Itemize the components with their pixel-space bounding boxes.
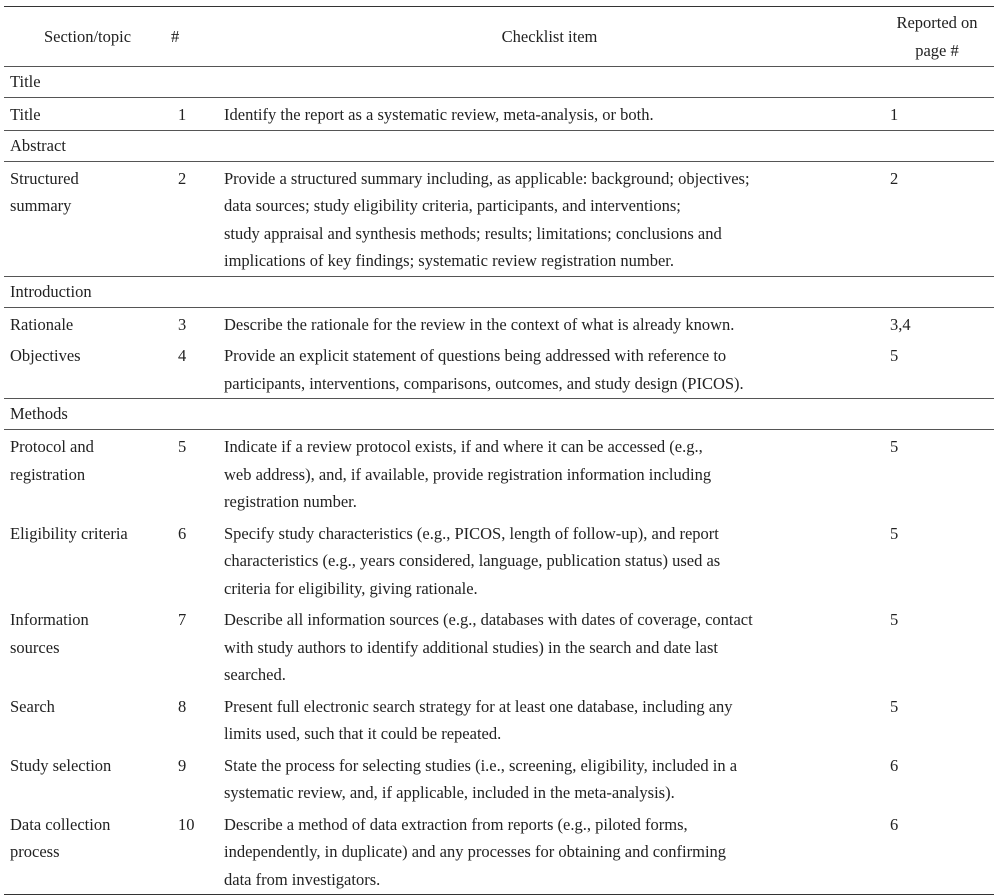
section-heading-row <box>4 130 994 161</box>
reported-page: 3,4 <box>890 314 911 334</box>
table-row <box>4 161 994 276</box>
topic-line: process <box>10 842 60 861</box>
table-row <box>4 339 994 399</box>
item-number: 7 <box>178 610 187 629</box>
item-text-line: characteristics (e.g., years considered, language, publication status) used as <box>224 551 721 570</box>
item-text-line: Present full electronic search strategy for at least one database, including any <box>224 696 733 716</box>
table-row <box>4 517 994 604</box>
item-number: 6 <box>178 523 187 543</box>
table-row <box>4 430 994 517</box>
topic-cell <box>4 517 171 604</box>
table-row <box>4 98 994 131</box>
header-reported-on-page <box>880 7 994 67</box>
item-text-line: participants, interventions, comparisons, outcomes, and study design (PICOS). <box>224 373 744 393</box>
reported-page: 5 <box>890 610 899 629</box>
topic-line: summary <box>10 196 72 215</box>
reported-page: 5 <box>880 339 994 399</box>
reported-page: 6 <box>890 755 899 775</box>
item-text-line: Provide a structured summary including, as applicable: background; objectives; <box>224 168 750 188</box>
header-page-line1: Reported on <box>896 12 978 32</box>
checklist-item-text <box>219 339 880 399</box>
item-text-line: Indicate if a review protocol exists, if and where it can be accessed (e.g., <box>224 437 703 456</box>
checklist-item-text <box>219 161 880 276</box>
header-page-line2: page # <box>915 40 959 60</box>
topic-cell <box>4 603 171 690</box>
section-heading: Methods <box>4 399 994 430</box>
reported-page: 5 <box>890 696 899 716</box>
reported-page: 5 <box>890 437 899 456</box>
item-text-line: Describe a method of data extraction from reports (e.g., piloted forms, <box>224 814 688 834</box>
checklist-item-text <box>219 98 880 131</box>
item-number: 4 <box>171 339 219 399</box>
item-text-line: data sources; study eligibility criteria, participants, and interventions; <box>224 196 681 215</box>
topic-line: Rationale <box>10 314 74 334</box>
item-number: 8 <box>178 696 187 716</box>
header-section-topic: Section/topic <box>4 7 171 67</box>
topic-line: Structured <box>10 168 79 188</box>
table-row <box>4 603 994 690</box>
item-text-line: Specify study characteristics (e.g., PICOS, length of follow-up), and report <box>224 523 719 543</box>
topic-cell <box>4 430 171 517</box>
section-heading-row <box>4 67 994 98</box>
checklist-table <box>4 6 994 895</box>
topic-line: sources <box>10 637 60 657</box>
reported-page: 5 <box>890 523 899 543</box>
checklist-item-text <box>219 749 880 808</box>
item-text-line: systematic review, and, if applicable, included in the meta-analysis). <box>224 783 675 802</box>
reported-page: 6 <box>890 814 899 834</box>
topic-line: Study selection <box>10 755 112 775</box>
item-number: 3 <box>178 314 187 334</box>
topic-cell <box>4 98 171 131</box>
item-text-line: Provide an explicit statement of questions being addressed with reference to <box>224 346 727 365</box>
topic-cell <box>4 690 171 749</box>
checklist-item-text <box>219 307 880 339</box>
table-row <box>4 690 994 749</box>
checklist-item-text <box>219 808 880 895</box>
item-text-line: independently, in duplicate) and any processes for obtaining and confirming <box>224 842 727 861</box>
topic-line: Objectives <box>10 346 81 365</box>
item-text-line: study appraisal and synthesis methods; results; limitations; conclusions and <box>224 223 722 243</box>
reported-page: 2 <box>880 161 994 276</box>
checklist-item-text <box>219 517 880 604</box>
item-text-line: registration number. <box>224 492 357 511</box>
header-checklist-item: Checklist item <box>219 7 880 67</box>
item-text-line: State the process for selecting studies (i.e., screening, eligibility, included in a <box>224 755 738 775</box>
table-body <box>4 67 994 895</box>
item-text-line: implications of key findings; systematic review registration number. <box>224 251 674 270</box>
section-heading: Introduction <box>4 276 994 307</box>
item-text-line: data from investigators. <box>224 869 381 889</box>
table-row <box>4 808 994 895</box>
topic-cell <box>4 339 171 399</box>
item-text-line: Identify the report as a systematic review, meta-analysis, or both. <box>224 105 654 124</box>
item-number: 2 <box>171 161 219 276</box>
item-text-line: searched. <box>224 665 286 684</box>
topic-line: Eligibility criteria <box>10 523 128 543</box>
checklist-item-text <box>219 430 880 517</box>
topic-cell <box>4 808 171 895</box>
topic-line: Data collection <box>10 814 111 834</box>
section-heading: Title <box>4 67 994 98</box>
item-text-line: Describe all information sources (e.g., databases with dates of coverage, contact <box>224 610 753 629</box>
topic-line: Title <box>10 105 41 124</box>
topic-line: Information <box>10 610 89 629</box>
item-number: 1 <box>171 98 219 131</box>
topic-line: Search <box>10 696 55 716</box>
header-number: # <box>171 7 219 67</box>
table-row <box>4 307 994 339</box>
section-heading: Abstract <box>4 130 994 161</box>
table-header <box>4 7 994 67</box>
item-text-line: with study authors to identify additional studies) in the search and date last <box>224 637 718 657</box>
section-heading-row <box>4 276 994 307</box>
checklist-item-text <box>219 690 880 749</box>
item-text-line: criteria for eligibility, giving rationale. <box>224 578 478 598</box>
topic-cell <box>4 307 171 339</box>
reported-page: 1 <box>880 98 994 131</box>
table-row <box>4 749 994 808</box>
topic-cell <box>4 749 171 808</box>
item-number: 5 <box>178 437 187 456</box>
header-row <box>4 7 994 67</box>
item-text-line: Describe the rationale for the review in the context of what is already known. <box>224 314 735 334</box>
topic-line: Protocol and <box>10 437 94 456</box>
topic-cell <box>4 161 171 276</box>
topic-line: registration <box>10 464 86 484</box>
checklist-item-text <box>219 603 880 690</box>
item-number: 9 <box>178 755 187 775</box>
item-number: 10 <box>178 814 195 834</box>
section-heading-row <box>4 399 994 430</box>
item-text-line: web address), and, if available, provide registration information including <box>224 464 712 484</box>
item-text-line: limits used, such that it could be repeated. <box>224 724 502 743</box>
